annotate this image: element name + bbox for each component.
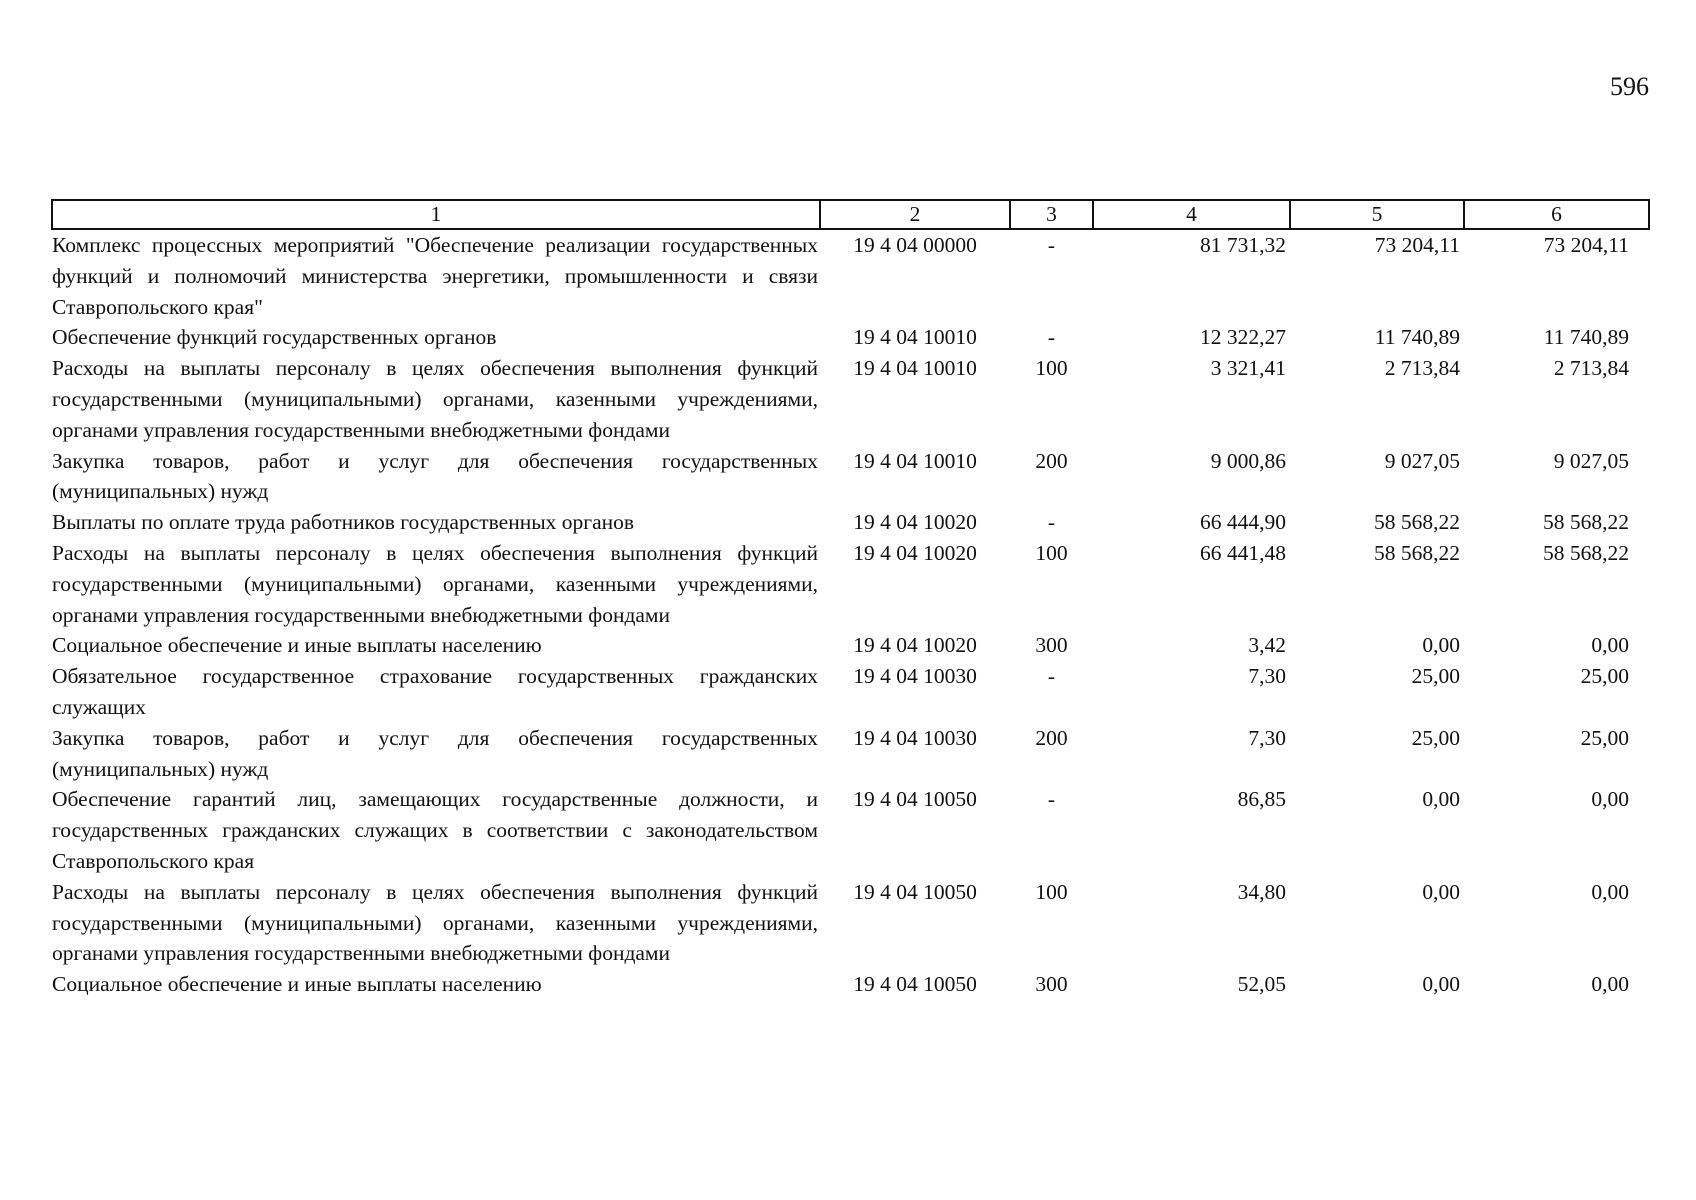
- row-code-cell: 19 4 04 10050: [853, 972, 977, 997]
- row-value-col5-cell: 9 027,05: [1384, 448, 1460, 473]
- row-value-col5-cell: 0,00: [1422, 972, 1460, 997]
- page-number: 596: [1610, 72, 1649, 101]
- row-value-col6-cell: 0,00: [1591, 633, 1629, 658]
- header-col-4: 4: [1093, 200, 1290, 229]
- row-value-col4-cell: 7,30: [1248, 664, 1286, 689]
- row-name-cell: Выплаты по оплате труда работников государственных органов: [52, 510, 635, 535]
- row-code-cell: 19 4 04 10030: [853, 725, 977, 750]
- row-name-cell: Обязательное государственное страхование государственных гражданских служащих: [52, 664, 818, 719]
- row-value-col6-cell: 11 740,89: [1543, 325, 1629, 350]
- row-name-cell: Обеспечение гарантий лиц, замещающих государственные должности, и государственных гражданских служащих в соответствии с законодательством Ставропольского края: [52, 787, 818, 873]
- table-row: [52, 507, 1649, 538]
- row-name-cell: Расходы на выплаты персоналу в целях обеспечения выполнения функций государственными (муниципальными) органами, казенными учреждениями, органами управления государственными внебюджетными фондами: [52, 356, 818, 442]
- row-value-col5-cell: 2 713,84: [1384, 356, 1460, 381]
- row-name-cell: Социальное обеспечение и иные выплаты населению: [52, 972, 542, 997]
- table-row: [52, 877, 1649, 969]
- row-value-col5-cell: 58 568,22: [1374, 540, 1460, 565]
- header-col-5: 5: [1290, 200, 1464, 229]
- row-value-col6-cell: 58 568,22: [1543, 540, 1629, 565]
- header-col-2: 2: [820, 200, 1010, 229]
- row-value-col6-cell: 25,00: [1580, 725, 1629, 750]
- row-name-cell: Социальное обеспечение и иные выплаты населению: [52, 633, 542, 658]
- row-expense-type-cell: -: [1047, 510, 1056, 535]
- row-value-col5-cell: 11 740,89: [1374, 325, 1460, 350]
- header-col-3: 3: [1010, 200, 1093, 229]
- row-expense-type-cell: -: [1047, 787, 1056, 812]
- row-value-col6-cell: 2 713,84: [1553, 356, 1629, 381]
- table-row: [52, 969, 1649, 1000]
- table-row: [52, 353, 1649, 445]
- budget-table: [51, 199, 1650, 1000]
- table-row: [52, 661, 1649, 723]
- table-header: [52, 200, 1649, 229]
- row-value-col4-cell: 9 000,86: [1210, 448, 1286, 473]
- row-value-col4-cell: 86,85: [1237, 787, 1286, 812]
- row-name-cell: Обеспечение функций государственных органов: [52, 325, 497, 350]
- row-code-cell: 19 4 04 10020: [853, 633, 977, 658]
- table-row: [52, 723, 1649, 785]
- row-expense-type-cell: -: [1047, 325, 1056, 350]
- row-expense-type-cell: -: [1047, 233, 1056, 257]
- row-value-col4-cell: 66 444,90: [1200, 510, 1286, 535]
- row-value-col4-cell: 3,42: [1248, 633, 1286, 658]
- row-expense-type-cell: 100: [1035, 356, 1068, 381]
- row-value-col6-cell: 73 204,11: [1543, 233, 1629, 257]
- row-value-col6-cell: 0,00: [1591, 787, 1629, 812]
- row-name-cell: Расходы на выплаты персоналу в целях обеспечения выполнения функций государственными (муниципальными) органами, казенными учреждениями, органами управления государственными внебюджетными фондами: [52, 879, 818, 966]
- row-code-cell: 19 4 04 10010: [853, 356, 977, 381]
- row-expense-type-cell: 300: [1035, 633, 1068, 658]
- row-expense-type-cell: 200: [1035, 448, 1068, 473]
- row-value-col6-cell: 0,00: [1591, 879, 1629, 904]
- row-code-cell: 19 4 04 10010: [853, 448, 977, 473]
- row-expense-type-cell: 100: [1035, 879, 1068, 904]
- header-row: [52, 200, 1649, 229]
- row-code-cell: 19 4 04 10050: [853, 787, 977, 812]
- row-value-col6-cell: 58 568,22: [1543, 510, 1629, 535]
- row-value-col5-cell: 58 568,22: [1374, 510, 1460, 535]
- table-row: [52, 630, 1649, 661]
- row-name-cell: Закупка товаров, работ и услуг для обеспечения государственных (муниципальных) нужд: [52, 448, 818, 504]
- table-body: [52, 229, 1649, 1000]
- row-expense-type-cell: 100: [1035, 540, 1068, 565]
- row-value-col5-cell: 25,00: [1411, 725, 1460, 750]
- table-row: [52, 784, 1649, 876]
- table-row: [52, 538, 1649, 630]
- row-expense-type-cell: 300: [1035, 972, 1068, 997]
- row-name-cell: Расходы на выплаты персоналу в целях обеспечения выполнения функций государственными (муниципальными) органами, казенными учреждениями, органами управления государственными внебюджетными фондами: [52, 540, 818, 627]
- row-value-col6-cell: 0,00: [1591, 972, 1629, 997]
- table-row: [52, 446, 1649, 508]
- row-code-cell: 19 4 04 10010: [853, 325, 977, 350]
- row-value-col6-cell: 25,00: [1580, 664, 1629, 689]
- row-value-col4-cell: 34,80: [1237, 879, 1286, 904]
- header-col-6: 6: [1464, 200, 1649, 229]
- row-value-col5-cell: 73 204,11: [1374, 233, 1460, 257]
- row-value-col5-cell: 25,00: [1411, 664, 1460, 689]
- row-value-col5-cell: 0,00: [1422, 787, 1460, 812]
- row-value-col4-cell: 52,05: [1237, 972, 1286, 997]
- row-value-col4-cell: 3 321,41: [1210, 356, 1286, 381]
- row-expense-type-cell: -: [1047, 664, 1056, 689]
- table-row: [52, 322, 1649, 353]
- row-value-col5-cell: 0,00: [1422, 879, 1460, 904]
- row-value-col6-cell: 9 027,05: [1553, 448, 1629, 473]
- row-expense-type-cell: 200: [1035, 725, 1068, 750]
- row-value-col4-cell: 7,30: [1248, 725, 1286, 750]
- row-value-col4-cell: 81 731,32: [1200, 233, 1286, 257]
- row-value-col4-cell: 12 322,27: [1200, 325, 1286, 350]
- row-code-cell: 19 4 04 10050: [853, 879, 977, 904]
- row-code-cell: 19 4 04 10020: [853, 510, 977, 535]
- row-code-cell: 19 4 04 00000: [853, 233, 977, 257]
- row-value-col5-cell: 0,00: [1422, 633, 1460, 658]
- row-name-cell: Комплекс процессных мероприятий "Обеспечение реализации государственных функций и полномочий министерства энергетики, промышленности и связи Ставропольского края": [52, 233, 818, 319]
- row-name-cell: Закупка товаров, работ и услуг для обеспечения государственных (муниципальных) нужд: [52, 725, 818, 781]
- row-code-cell: 19 4 04 10030: [853, 664, 977, 689]
- header-col-1: 1: [52, 200, 820, 229]
- row-code-cell: 19 4 04 10020: [853, 540, 977, 565]
- table-row: [52, 229, 1649, 322]
- row-value-col4-cell: 66 441,48: [1200, 540, 1286, 565]
